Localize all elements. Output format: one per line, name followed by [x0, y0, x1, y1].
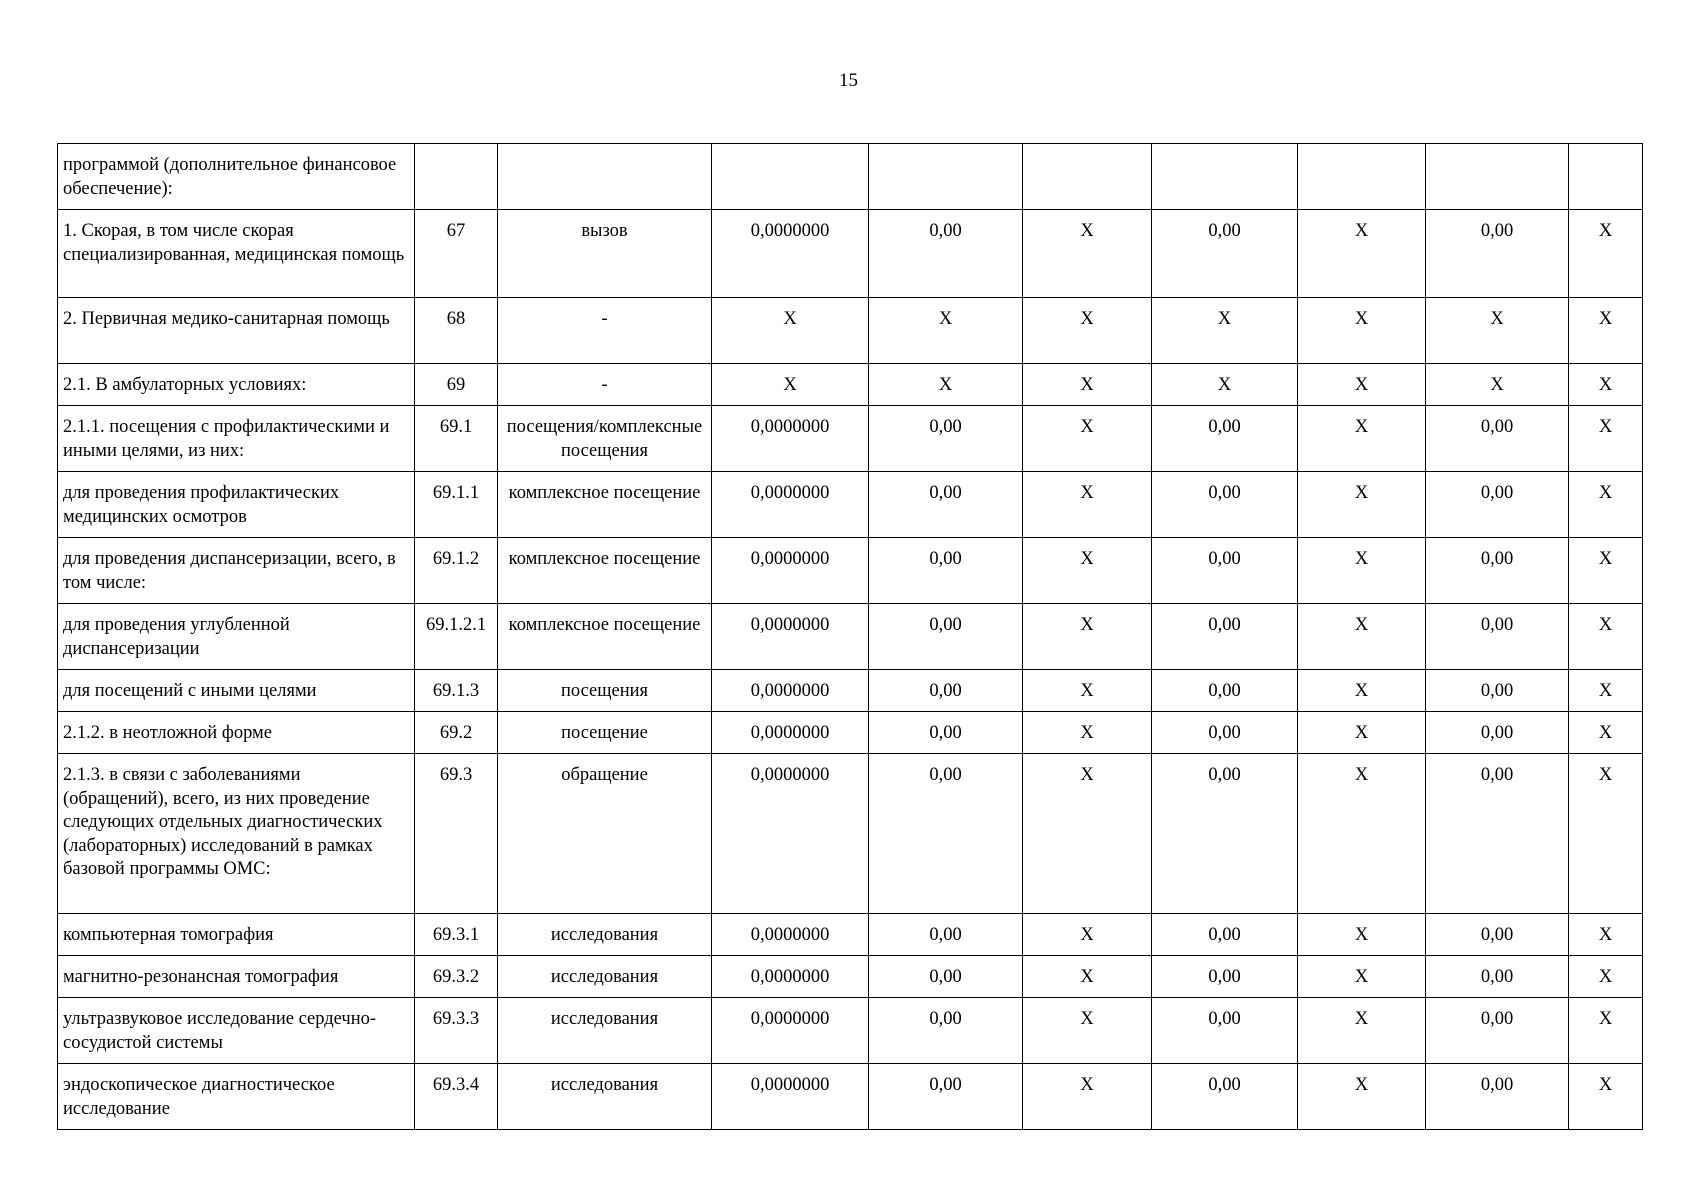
- value-cell-1: 0,0000000: [712, 472, 869, 538]
- value-cell-5: X: [1298, 998, 1426, 1064]
- value-cell-1: [712, 144, 869, 210]
- unit-cell: вызов: [498, 210, 712, 298]
- row-code-cell: 69: [415, 364, 498, 406]
- unit-cell: исследования: [498, 956, 712, 998]
- value-cell-2: X: [869, 364, 1023, 406]
- value-cell-4: [1152, 144, 1298, 210]
- row-code-cell: 69.3: [415, 754, 498, 914]
- value-cell-2: X: [869, 298, 1023, 364]
- value-cell-1: 0,0000000: [712, 604, 869, 670]
- value-cell-4: 0,00: [1152, 604, 1298, 670]
- row-code-cell: 69.3.2: [415, 956, 498, 998]
- value-cell-3: X: [1023, 604, 1152, 670]
- value-cell-3: X: [1023, 998, 1152, 1064]
- value-cell-6: X: [1426, 364, 1569, 406]
- unit-cell: комплексное посещение: [498, 604, 712, 670]
- value-cell-7: X: [1569, 670, 1643, 712]
- value-cell-2: 0,00: [869, 914, 1023, 956]
- row-name-cell: эндоскопическое диагностическое исследование: [58, 1064, 415, 1130]
- value-cell-5: X: [1298, 538, 1426, 604]
- table-row: [58, 364, 1643, 406]
- table-row: [58, 144, 1643, 210]
- value-cell-3: [1023, 144, 1152, 210]
- value-cell-2: 0,00: [869, 1064, 1023, 1130]
- row-code-cell: 69.1.3: [415, 670, 498, 712]
- row-name-cell: 2. Первичная медико-санитарная помощь: [58, 298, 415, 364]
- value-cell-3: X: [1023, 210, 1152, 298]
- value-cell-1: 0,0000000: [712, 712, 869, 754]
- table-row: [58, 1064, 1643, 1130]
- row-name-cell: магнитно-резонансная томография: [58, 956, 415, 998]
- value-cell-6: 0,00: [1426, 998, 1569, 1064]
- value-cell-3: X: [1023, 298, 1152, 364]
- row-name-cell: для посещений с иными целями: [58, 670, 415, 712]
- value-cell-2: 0,00: [869, 604, 1023, 670]
- value-cell-6: 0,00: [1426, 604, 1569, 670]
- row-code-cell: 68: [415, 298, 498, 364]
- page-number: 15: [839, 70, 858, 91]
- row-name-cell: 2.1.3. в связи с заболеваниями (обращений), всего, из них проведение следующих отдельных диагностических (лабораторных) исследований в рамках базовой программы ОМС:: [58, 754, 415, 914]
- value-cell-6: 0,00: [1426, 712, 1569, 754]
- value-cell-6: 0,00: [1426, 210, 1569, 298]
- table-body: [58, 144, 1643, 1130]
- table-row: [58, 298, 1643, 364]
- value-cell-6: 0,00: [1426, 472, 1569, 538]
- value-cell-4: X: [1152, 298, 1298, 364]
- value-cell-6: 0,00: [1426, 956, 1569, 998]
- unit-cell: комплексное посещение: [498, 538, 712, 604]
- value-cell-1: X: [712, 298, 869, 364]
- row-code-cell: 69.3.1: [415, 914, 498, 956]
- unit-cell: -: [498, 364, 712, 406]
- value-cell-3: X: [1023, 1064, 1152, 1130]
- value-cell-3: X: [1023, 712, 1152, 754]
- value-cell-1: X: [712, 364, 869, 406]
- value-cell-4: X: [1152, 364, 1298, 406]
- value-cell-1: 0,0000000: [712, 538, 869, 604]
- value-cell-6: 0,00: [1426, 538, 1569, 604]
- value-cell-7: X: [1569, 210, 1643, 298]
- row-name-cell: 2.1. В амбулаторных условиях:: [58, 364, 415, 406]
- value-cell-2: 0,00: [869, 712, 1023, 754]
- unit-cell: [498, 144, 712, 210]
- value-cell-4: 0,00: [1152, 538, 1298, 604]
- value-cell-1: 0,0000000: [712, 754, 869, 914]
- table-row: [58, 998, 1643, 1064]
- value-cell-7: X: [1569, 956, 1643, 998]
- table-row: [58, 914, 1643, 956]
- value-cell-5: X: [1298, 712, 1426, 754]
- row-name-cell: для проведения профилактических медицинских осмотров: [58, 472, 415, 538]
- value-cell-4: 0,00: [1152, 712, 1298, 754]
- value-cell-6: [1426, 144, 1569, 210]
- value-cell-5: X: [1298, 472, 1426, 538]
- row-name-cell: 1. Скорая, в том числе скорая специализированная, медицинская помощь: [58, 210, 415, 298]
- unit-cell: исследования: [498, 998, 712, 1064]
- value-cell-7: X: [1569, 1064, 1643, 1130]
- value-cell-4: 0,00: [1152, 210, 1298, 298]
- value-cell-2: 0,00: [869, 670, 1023, 712]
- row-code-cell: 69.1.2: [415, 538, 498, 604]
- value-cell-5: X: [1298, 914, 1426, 956]
- value-cell-1: 0,0000000: [712, 670, 869, 712]
- row-name-cell: 2.1.2. в неотложной форме: [58, 712, 415, 754]
- value-cell-3: X: [1023, 914, 1152, 956]
- value-cell-7: X: [1569, 538, 1643, 604]
- table-row: [58, 754, 1643, 914]
- value-cell-6: 0,00: [1426, 914, 1569, 956]
- value-cell-2: 0,00: [869, 538, 1023, 604]
- table-row: [58, 670, 1643, 712]
- table-row: [58, 538, 1643, 604]
- value-cell-6: 0,00: [1426, 406, 1569, 472]
- row-name-cell: для проведения углубленной диспансеризации: [58, 604, 415, 670]
- row-code-cell: 69.1.2.1: [415, 604, 498, 670]
- row-name-cell: ультразвуковое исследование сердечно-сосудистой системы: [58, 998, 415, 1064]
- value-cell-4: 0,00: [1152, 754, 1298, 914]
- value-cell-7: X: [1569, 604, 1643, 670]
- value-cell-7: X: [1569, 754, 1643, 914]
- table-row: [58, 210, 1643, 298]
- value-cell-3: X: [1023, 670, 1152, 712]
- value-cell-1: 0,0000000: [712, 210, 869, 298]
- value-cell-4: 0,00: [1152, 406, 1298, 472]
- value-cell-7: [1569, 144, 1643, 210]
- value-cell-6: 0,00: [1426, 1064, 1569, 1130]
- value-cell-2: 0,00: [869, 754, 1023, 914]
- value-cell-2: 0,00: [869, 210, 1023, 298]
- value-cell-2: [869, 144, 1023, 210]
- value-cell-4: 0,00: [1152, 914, 1298, 956]
- value-cell-7: X: [1569, 998, 1643, 1064]
- value-cell-1: 0,0000000: [712, 998, 869, 1064]
- value-cell-5: X: [1298, 754, 1426, 914]
- value-cell-7: X: [1569, 406, 1643, 472]
- row-code-cell: 69.3.4: [415, 1064, 498, 1130]
- row-name-cell: для проведения диспансеризации, всего, в том числе:: [58, 538, 415, 604]
- value-cell-2: 0,00: [869, 406, 1023, 472]
- unit-cell: исследования: [498, 914, 712, 956]
- value-cell-5: X: [1298, 670, 1426, 712]
- value-cell-1: 0,0000000: [712, 956, 869, 998]
- value-cell-6: 0,00: [1426, 670, 1569, 712]
- value-cell-3: X: [1023, 956, 1152, 998]
- table-row: [58, 956, 1643, 998]
- table-row: [58, 406, 1643, 472]
- value-cell-4: 0,00: [1152, 472, 1298, 538]
- value-cell-4: 0,00: [1152, 670, 1298, 712]
- value-cell-4: 0,00: [1152, 956, 1298, 998]
- value-cell-2: 0,00: [869, 472, 1023, 538]
- value-cell-3: X: [1023, 538, 1152, 604]
- value-cell-5: X: [1298, 210, 1426, 298]
- unit-cell: исследования: [498, 1064, 712, 1130]
- value-cell-4: 0,00: [1152, 998, 1298, 1064]
- value-cell-5: X: [1298, 604, 1426, 670]
- row-code-cell: [415, 144, 498, 210]
- value-cell-5: X: [1298, 406, 1426, 472]
- data-table: [57, 143, 1643, 1130]
- table-row: [58, 604, 1643, 670]
- value-cell-6: 0,00: [1426, 754, 1569, 914]
- value-cell-7: X: [1569, 914, 1643, 956]
- unit-cell: посещение: [498, 712, 712, 754]
- unit-cell: комплексное посещение: [498, 472, 712, 538]
- value-cell-7: X: [1569, 712, 1643, 754]
- row-code-cell: 69.1: [415, 406, 498, 472]
- value-cell-1: 0,0000000: [712, 914, 869, 956]
- value-cell-5: [1298, 144, 1426, 210]
- value-cell-3: X: [1023, 406, 1152, 472]
- row-name-cell: 2.1.1. посещения с профилактическими и иными целями, из них:: [58, 406, 415, 472]
- unit-cell: посещения: [498, 670, 712, 712]
- row-code-cell: 69.2: [415, 712, 498, 754]
- value-cell-7: X: [1569, 472, 1643, 538]
- value-cell-5: X: [1298, 956, 1426, 998]
- row-code-cell: 69.3.3: [415, 998, 498, 1064]
- value-cell-3: X: [1023, 754, 1152, 914]
- value-cell-5: X: [1298, 364, 1426, 406]
- value-cell-4: 0,00: [1152, 1064, 1298, 1130]
- value-cell-6: X: [1426, 298, 1569, 364]
- row-code-cell: 67: [415, 210, 498, 298]
- value-cell-7: X: [1569, 298, 1643, 364]
- unit-cell: посещения/комплексные посещения: [498, 406, 712, 472]
- value-cell-1: 0,0000000: [712, 1064, 869, 1130]
- value-cell-3: X: [1023, 472, 1152, 538]
- unit-cell: обращение: [498, 754, 712, 914]
- table-row: [58, 472, 1643, 538]
- value-cell-5: X: [1298, 298, 1426, 364]
- table-row: [58, 712, 1643, 754]
- value-cell-3: X: [1023, 364, 1152, 406]
- value-cell-7: X: [1569, 364, 1643, 406]
- value-cell-2: 0,00: [869, 956, 1023, 998]
- value-cell-5: X: [1298, 1064, 1426, 1130]
- row-name-cell: компьютерная томография: [58, 914, 415, 956]
- value-cell-1: 0,0000000: [712, 406, 869, 472]
- unit-cell: -: [498, 298, 712, 364]
- row-name-cell: программой (дополнительное финансовое обеспечение):: [58, 144, 415, 210]
- value-cell-2: 0,00: [869, 998, 1023, 1064]
- row-code-cell: 69.1.1: [415, 472, 498, 538]
